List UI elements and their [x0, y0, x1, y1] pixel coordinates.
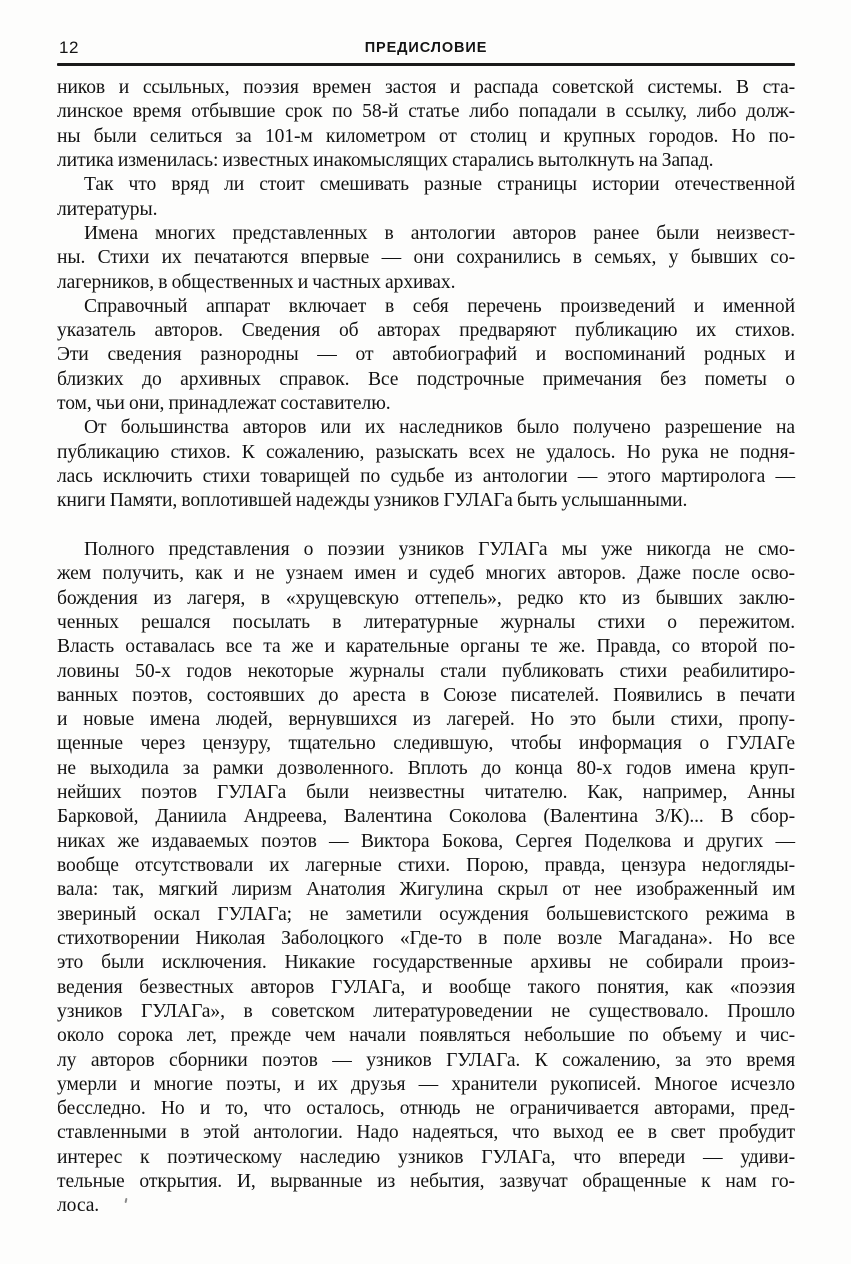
text-line: Справочный аппарат включает в себя перечень произведений и именной	[84, 295, 795, 317]
text-line: не выходила за рамки дозволенного. Вплоть до конца 80-х годов имена круп-	[57, 757, 795, 779]
text-line: линское время отбывшие срок по 58-й статье либо попадали в ссылку, либо долж-	[57, 101, 795, 123]
text-line: ведения безвестных авторов ГУЛАГа, и вообще такого понятия, как «поэзия	[57, 976, 795, 998]
paragraph	[57, 538, 795, 1219]
text-line: лагерников, в общественных и частных архивах.	[57, 271, 456, 293]
page-header	[57, 37, 795, 67]
text-line: том, чьи они, принадлежат составителю.	[57, 393, 391, 415]
text-line: узников ГУЛАГа», в советском литературоведении не существовало. Прошло	[57, 1000, 795, 1022]
text-line: Так что вряд ли стоит смешивать разные страницы истории отечественной	[84, 174, 795, 196]
text-line: Имена многих представленных в антологии авторов ранее были неизвест-	[84, 222, 795, 244]
text-line: близких до архивных справок. Все подстрочные примечания без пометы о	[57, 368, 795, 390]
paragraph	[57, 173, 795, 222]
text-line: нейших поэтов ГУЛАГа были неизвестны читателю. Как, например, Анны	[57, 782, 795, 804]
text-line: вала: так, мягкий лиризм Анатолия Жигулина скрыл от нее изображенный им	[57, 879, 795, 901]
header-rule	[57, 63, 795, 66]
text-line: литературы.	[57, 198, 158, 220]
text-line: Барковой, Даниила Андреева, Валентина Соколова (Валентина З/К)... В сбор-	[57, 806, 795, 828]
text-line: никах же издаваемых поэтов — Виктора Бокова, Сергея Поделкова и других —	[57, 830, 795, 852]
text-line: около сорока лет, прежде чем начали появляться небольшие по объему и чис-	[57, 1025, 795, 1047]
text-line: интерес к поэтическому наследию узников ГУЛАГа, что впереди — удиви-	[57, 1146, 795, 1168]
text-line: и новые имена людей, вернувшихся из лагерей. Но это были стихи, пропу-	[57, 709, 795, 731]
paragraph	[57, 76, 795, 173]
text-line: щенные через цензуру, тщательно следившую, чтобы информация о ГУЛАГе	[57, 733, 795, 755]
text-line: бесследно. Но и то, что осталось, отнюдь не ограничивается авторами, пред-	[57, 1098, 795, 1120]
text-line: ны были селиться за 101-м километром от столиц и крупных городов. Но по-	[57, 125, 795, 147]
paragraph	[57, 416, 795, 513]
text-line: лоса.	[57, 1195, 100, 1217]
text-line: ников и ссыльных, поэзия времен застоя и распада советской системы. В ста-	[57, 77, 795, 98]
text-line: ставленными в этой антологии. Надо надеяться, что выход ее в свет пробудит	[57, 1122, 795, 1144]
text-line: ловины 50-х годов некоторые журналы стали публиковать стихи реабилитиро-	[57, 660, 795, 682]
text-line: лу авторов сборники поэтов — узников ГУЛАГа. К сожалению, за это время	[57, 1049, 795, 1071]
text-line: Власть оставалась все та же и карательные органы те же. Правда, со второй по-	[57, 636, 795, 658]
text-line: лась исключить стихи товарищей по судьбе из антологии — этого мартиролога —	[57, 466, 795, 487]
text-line: это были исключения. Никакие государственные архивы не собирали произ-	[57, 952, 795, 974]
text-line: Эти сведения разнородны — от автобиографий и воспоминаний родных и	[57, 344, 795, 366]
text-line: звериный оскал ГУЛАГа; не заметили осуждения большевистского режима в	[57, 903, 795, 925]
running-title: ПРЕДИСЛОВИЕ	[364, 40, 488, 56]
text-line: Полного представления о поэзии узников ГУЛАГа мы уже никогда не смо-	[84, 538, 795, 560]
text-line: книги Памяти, воплотившей надежды узников ГУЛАГа быть услышанными.	[57, 490, 688, 512]
text-line: ченных решался посылать в литературные журналы стихи о пережитом.	[57, 611, 795, 633]
text-line: От большинства авторов или их наследников было получено разрешение на	[84, 417, 795, 439]
text-line: вообще отсутствовали их лагерные стихи. Порою, правда, цензура недогляды-	[57, 855, 795, 876]
text-line: указатель авторов. Сведения об авторах предваряют публикацию их стихов.	[57, 320, 795, 342]
text-line: публикацию стихов. К сожалению, разыскать всех не удалось. Но рука не подня-	[57, 441, 795, 463]
text-line: тельные открытия. И, вырванные из небытия, зазвучат обращенные к нам го-	[57, 1171, 795, 1193]
text-line: ны. Стихи их печатаются впервые — они сохранились в семьях, у бывших со-	[57, 247, 795, 269]
text-line: бождения из лагеря, в «хрущевскую оттепель», редко кто из бывших заклю-	[57, 587, 795, 609]
page-number: 12	[59, 38, 79, 57]
text-line: литика изменилась: известных инакомыслящих старались вытолкнуть на Запад.	[57, 149, 714, 171]
text-line: стихотворении Николая Заболоцкого «Где-то в поле возле Магадана». Но все	[57, 927, 795, 949]
text-line: жем получить, как и не узнаем имен и судеб многих авторов. Даже после осво-	[57, 563, 795, 585]
paragraph	[57, 222, 795, 295]
text-line: умерли и многие поэты, и их друзья — хранители рукописей. Многое исчезло	[57, 1073, 795, 1095]
paragraph	[57, 295, 795, 417]
text-line: ванных поэтов, состоявших до ареста в Союзе писателей. Появились в печати	[57, 684, 795, 706]
preface-text	[57, 76, 795, 1219]
